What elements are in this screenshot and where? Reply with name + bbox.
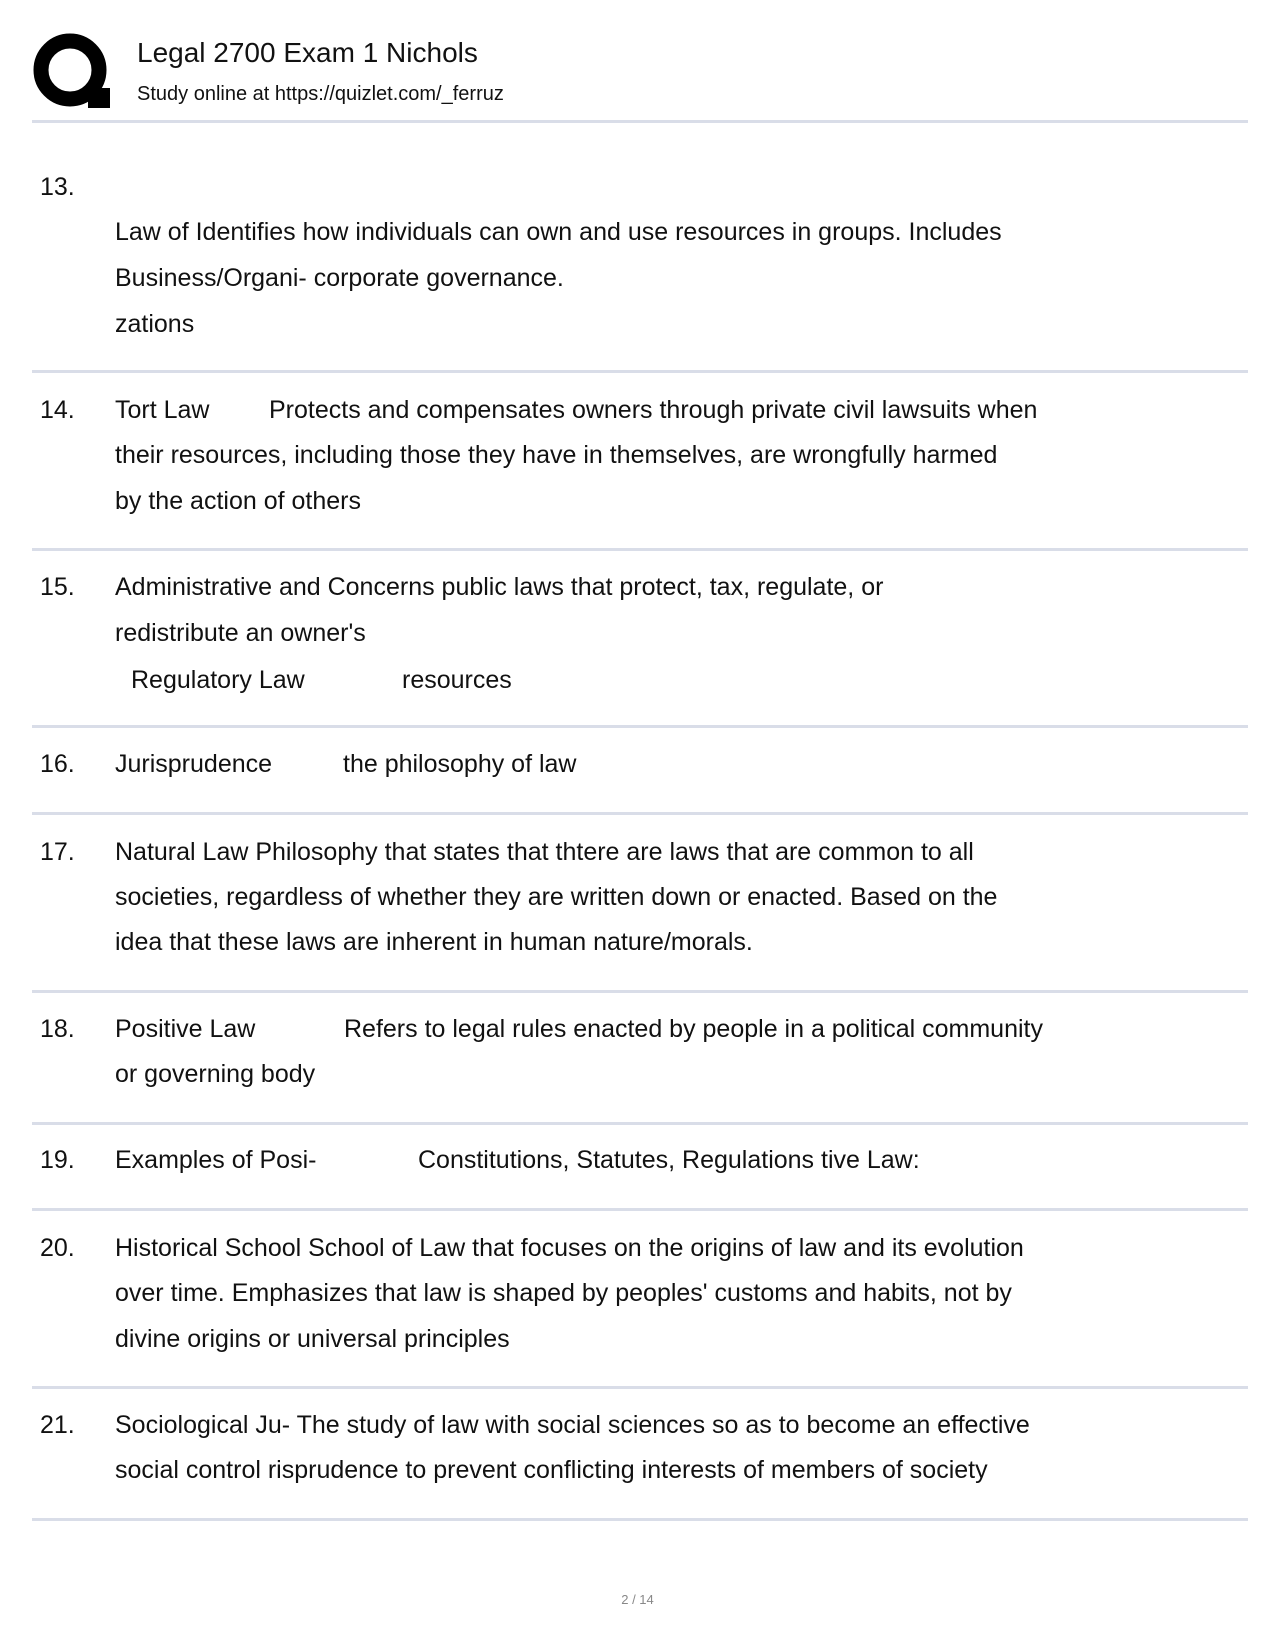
card-definition: Protects and compensates owners through private civil lawsuits when [269, 396, 1038, 424]
row-divider [32, 1208, 1248, 1211]
row-divider [32, 725, 1248, 728]
card-number: 18. [40, 1015, 75, 1043]
card-text: Business/Organi- corporate governance. [115, 264, 564, 292]
card-text: societies, regardless of whether they are written down or enacted. Based on the [115, 883, 998, 911]
card-number: 21. [40, 1411, 75, 1439]
document-title: Legal 2700 Exam 1 Nichols [137, 37, 478, 68]
card-text: social control risprudence to prevent conflicting interests of members of society [115, 1456, 988, 1484]
page-number: 2 / 14 [621, 1592, 654, 1607]
card-number: 17. [40, 838, 75, 866]
card-number: 20. [40, 1234, 75, 1262]
card-term: Positive Law [115, 1015, 256, 1043]
card-text: Historical School School of Law that focuses on the origins of law and its evolution [115, 1234, 1024, 1262]
header-divider [32, 120, 1248, 123]
row-divider [32, 548, 1248, 551]
card-text: Sociological Ju- The study of law with social sciences so as to become an effective [115, 1411, 1030, 1439]
card-text: over time. Emphasizes that law is shaped by peoples' customs and habits, not by [115, 1279, 1012, 1307]
card-text: Law of Identifies how individuals can own and use resources in groups. Includes [115, 218, 1002, 246]
card-term: Tort Law [115, 396, 210, 424]
quizlet-logo-icon [32, 32, 112, 112]
card-term: Examples of Posi- [115, 1146, 317, 1174]
card-text: by the action of others [115, 487, 361, 515]
card-definition: Constitutions, Statutes, Regulations tive Law: [418, 1146, 920, 1174]
row-divider [32, 812, 1248, 815]
card-definition: the philosophy of law [343, 750, 577, 778]
card-text: Natural Law Philosophy that states that thtere are laws that are common to all [115, 838, 974, 866]
card-text: or governing body [115, 1060, 316, 1088]
row-divider [32, 1386, 1248, 1389]
card-number: 14. [40, 396, 75, 424]
card-number: 13. [40, 173, 75, 201]
card-definition: resources [402, 666, 512, 694]
card-text: idea that these laws are inherent in human nature/morals. [115, 928, 753, 956]
card-text: redistribute an owner's [115, 619, 366, 647]
row-divider [32, 370, 1248, 373]
study-online-link[interactable]: Study online at https://quizlet.com/_ferruz [137, 83, 504, 105]
card-text: zations [115, 310, 195, 338]
card-number: 19. [40, 1146, 75, 1174]
row-divider [32, 1518, 1248, 1521]
card-text: divine origins or universal principles [115, 1325, 510, 1353]
row-divider [32, 990, 1248, 993]
card-text: Administrative and Concerns public laws that protect, tax, regulate, or [115, 573, 884, 601]
card-term: Jurisprudence [115, 750, 273, 778]
row-divider [32, 1122, 1248, 1125]
card-term: Regulatory Law [131, 666, 305, 694]
card-number: 15. [40, 573, 75, 601]
card-definition: Refers to legal rules enacted by people in a political community [344, 1015, 1043, 1043]
card-number: 16. [40, 750, 75, 778]
card-text: their resources, including those they have in themselves, are wrongfully harmed [115, 441, 998, 469]
